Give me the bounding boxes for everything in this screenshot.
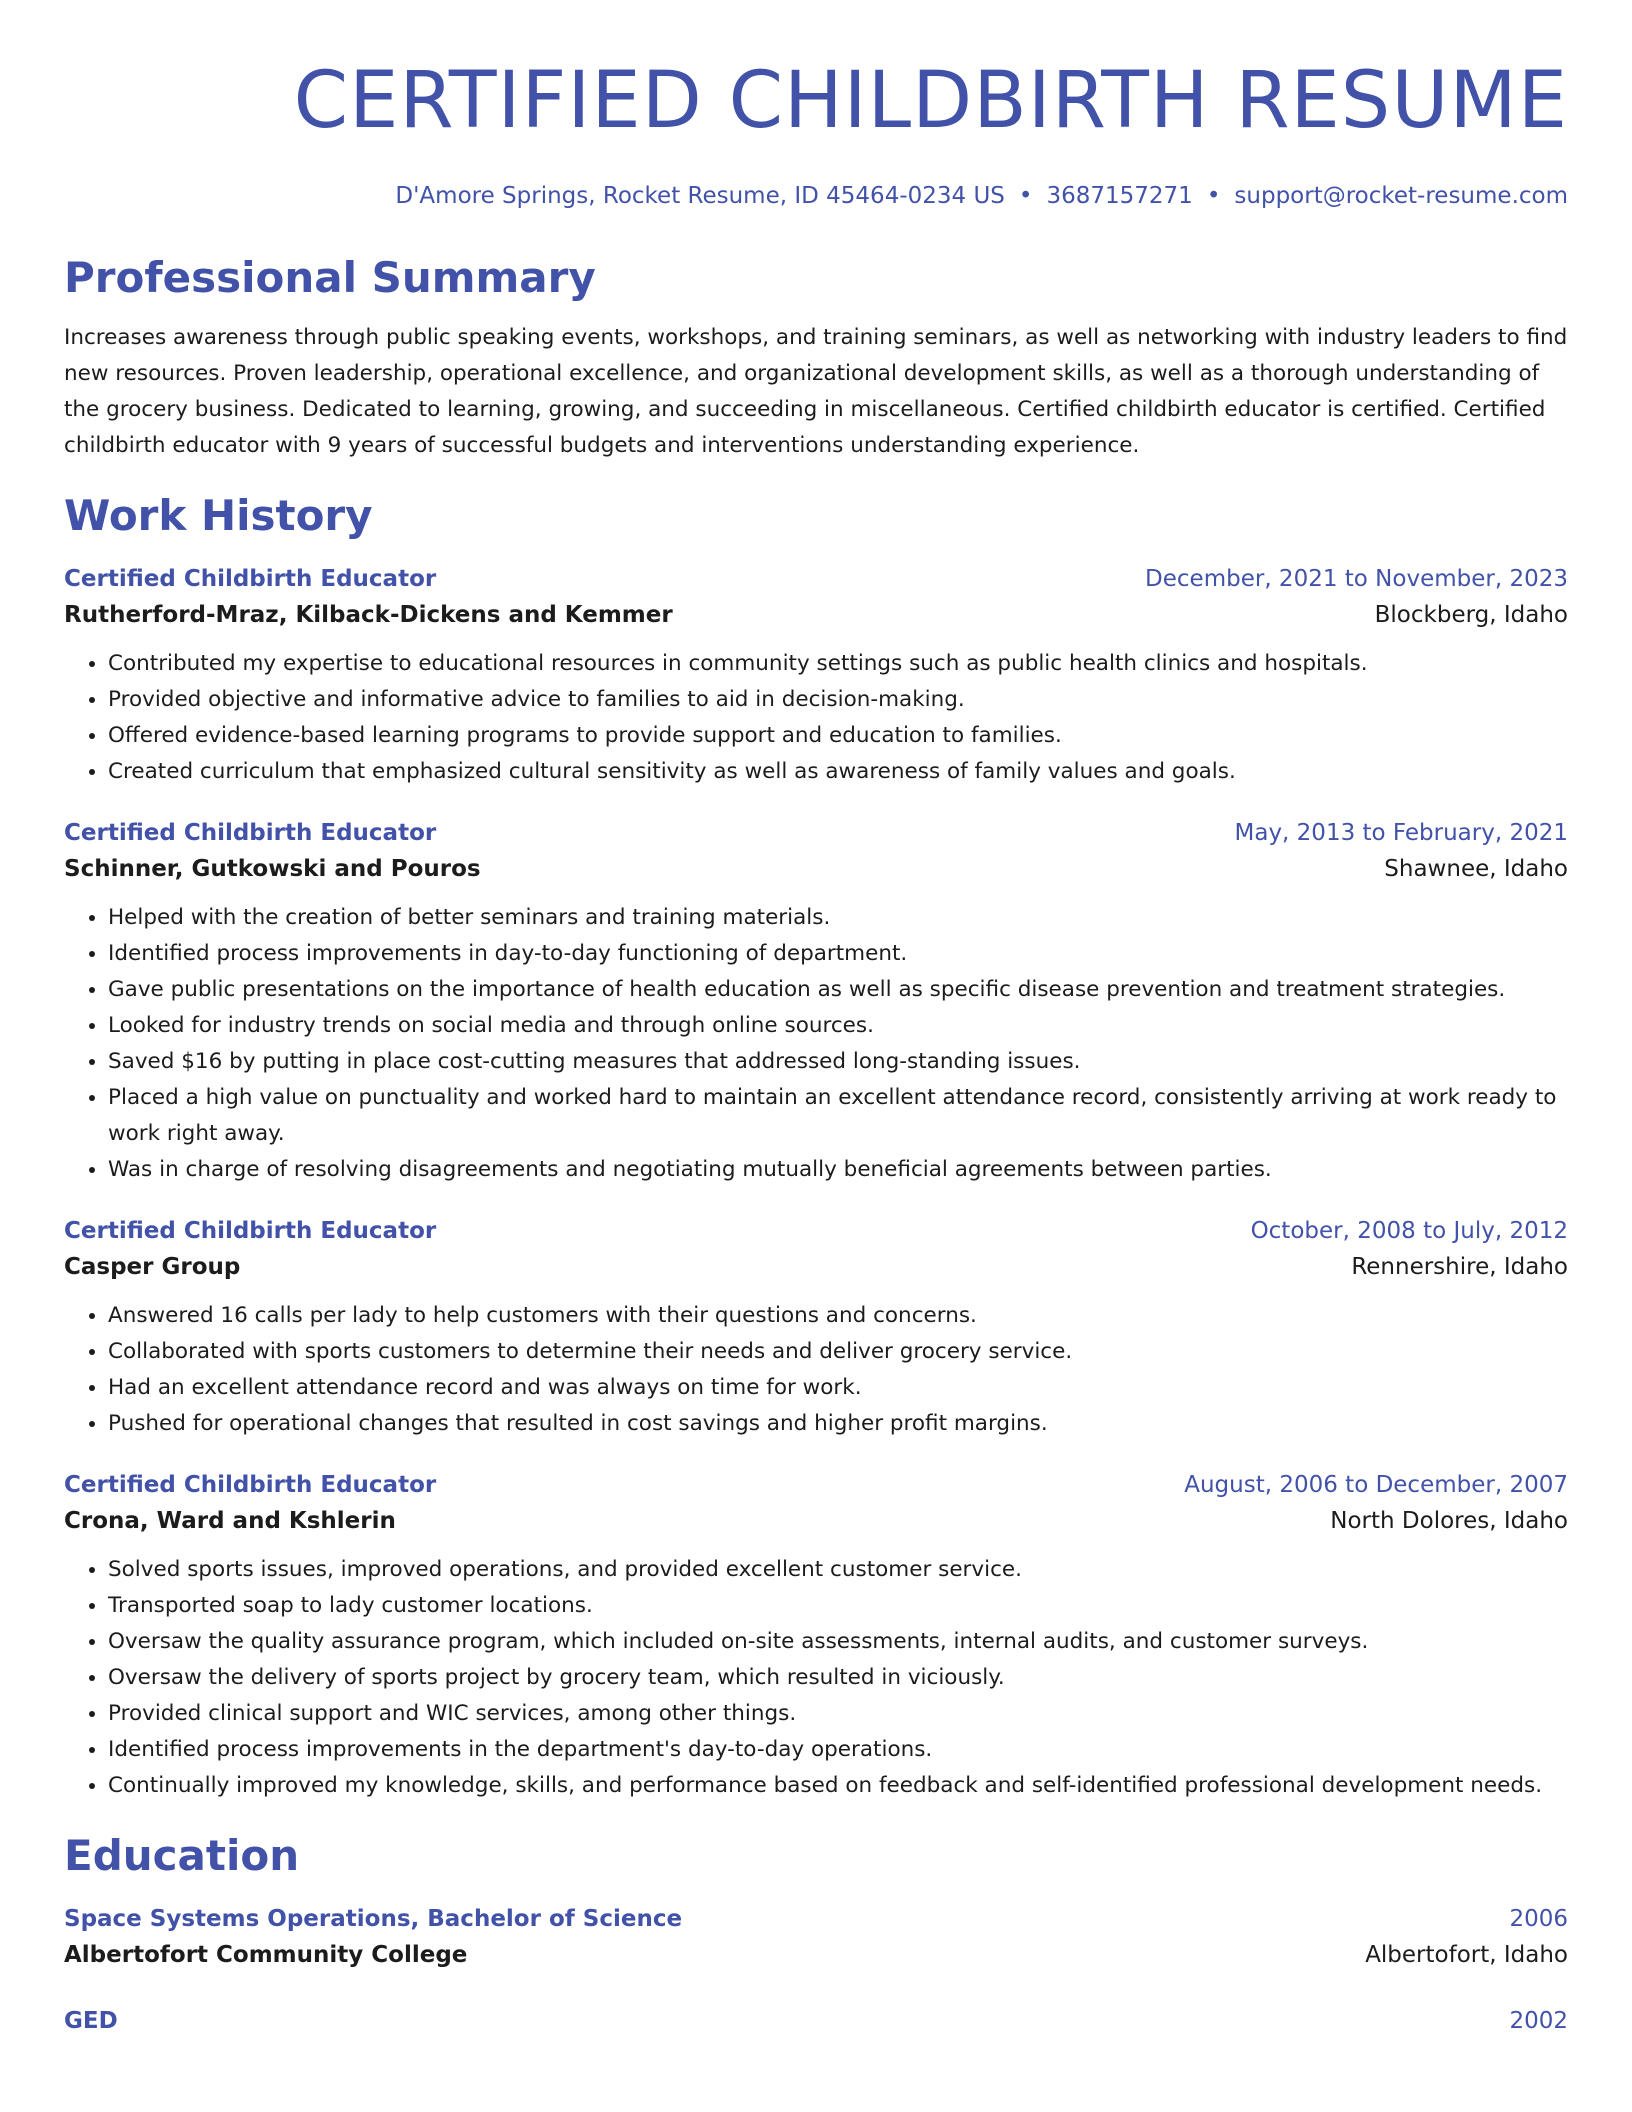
job-location: Blockberg, Idaho: [1374, 602, 1568, 628]
job-title: Certified Childbirth Educator: [64, 566, 437, 592]
job-bullets: [64, 1298, 1568, 1442]
job-bullet: • Collaborated with sports customers to determine their needs and deliver grocery service.: [108, 1334, 1568, 1370]
contact-separator: •: [1206, 183, 1221, 209]
job-dates: May, 2013 to February, 2021: [1234, 820, 1568, 846]
job-bullet: • Provided clinical support and WIC services, among other things.: [108, 1696, 1568, 1732]
job-bullets: [64, 1552, 1568, 1804]
job-bullet: • Transported soap to lady customer locations.: [108, 1588, 1568, 1624]
education-degree: GED: [64, 2008, 118, 2034]
job-subheader: [64, 1502, 1568, 1540]
job-header: [64, 1468, 1568, 1502]
job-bullet: • Continually improved my knowledge, skills, and performance based on feedback and self-identified professional development needs.: [108, 1768, 1568, 1804]
job-bullet: • Pushed for operational changes that resulted in cost savings and higher profit margins.: [108, 1406, 1568, 1442]
job-entry: [64, 562, 1568, 790]
job-subheader: [64, 1248, 1568, 1286]
job-bullet: • Saved $16 by putting in place cost-cutting measures that addressed long-standing issues.: [108, 1044, 1568, 1080]
job-title: Certified Childbirth Educator: [64, 1218, 437, 1244]
job-bullet: • Identified process improvements in day-to-day functioning of department.: [108, 936, 1568, 972]
education-entry: [64, 2004, 1568, 2038]
contact-email[interactable]: support@rocket-resume.com: [1234, 183, 1568, 209]
education-entry: [64, 1902, 1568, 1974]
job-bullet: • Had an excellent attendance record and was always on time for work.: [108, 1370, 1568, 1406]
resume-page: [64, 0, 1568, 2038]
contact-address: D'Amore Springs, Rocket Resume, ID 45464-0234 US: [395, 183, 1005, 209]
job-bullet: • Answered 16 calls per lady to help customers with their questions and concerns.: [108, 1298, 1568, 1334]
job-header: [64, 816, 1568, 850]
job-bullets: [64, 646, 1568, 790]
job-bullet: • Was in charge of resolving disagreements and negotiating mutually beneficial agreements between parties.: [108, 1152, 1568, 1188]
contact-separator: •: [1018, 183, 1033, 209]
job-title: Certified Childbirth Educator: [64, 1472, 437, 1498]
education-year: 2002: [1509, 2008, 1568, 2034]
education-header: [64, 2004, 1568, 2038]
job-bullet: • Provided objective and informative advice to families to aid in decision-making.: [108, 682, 1568, 718]
job-bullet: • Identified process improvements in the department's day-to-day operations.: [108, 1732, 1568, 1768]
education-subheader: [64, 1936, 1568, 1974]
job-bullet: • Created curriculum that emphasized cultural sensitivity as well as awareness of family values and goals.: [108, 754, 1568, 790]
job-bullet: • Looked for industry trends on social media and through online sources.: [108, 1008, 1568, 1044]
job-bullet: • Gave public presentations on the importance of health education as well as specific disease prevention and treatment strategies.: [108, 972, 1568, 1008]
job-header: [64, 562, 1568, 596]
job-bullet: • Helped with the creation of better seminars and training materials.: [108, 900, 1568, 936]
education-school: Albertofort Community College: [64, 1942, 468, 1968]
job-dates: August, 2006 to December, 2007: [1184, 1472, 1568, 1498]
job-entry: [64, 1468, 1568, 1804]
job-company: Schinner, Gutkowski and Pouros: [64, 856, 481, 882]
job-bullet: • Offered evidence-based learning programs to provide support and education to families.: [108, 718, 1568, 754]
job-bullets: [64, 900, 1568, 1188]
job-subheader: [64, 850, 1568, 888]
contact-phone: 3687157271: [1046, 183, 1193, 209]
job-company: Rutherford-Mraz, Kilback-Dickens and Kemmer: [64, 602, 673, 628]
job-bullet: • Oversaw the delivery of sports project by grocery team, which resulted in viciously.: [108, 1660, 1568, 1696]
job-location: North Dolores, Idaho: [1330, 1508, 1568, 1534]
education-heading: Education: [64, 1831, 300, 1880]
job-location: Shawnee, Idaho: [1384, 856, 1568, 882]
job-bullet: • Placed a high value on punctuality and worked hard to maintain an excellent attendance record, consistently arriving at work ready to work right away.: [108, 1080, 1568, 1152]
job-entry: [64, 1214, 1568, 1442]
resume-name: CERTIFIED CHILDBIRTH RESUME: [293, 56, 1568, 146]
job-bullet: • Solved sports issues, improved operations, and provided excellent customer service.: [108, 1552, 1568, 1588]
summary-text: Increases awareness through public speaking events, workshops, and training seminars, as well as networking with industry leaders to find new resources. Proven leadership, operational excellence, and organizational development skills, as well as a thorough understanding of the grocery business. Dedicated to learning, growing, and succeeding in miscellaneous. Certified childbirth educator is certified. Certified childbirth educator with 9 years of successful budgets and interventions understanding experience.: [64, 325, 1568, 458]
job-dates: December, 2021 to November, 2023: [1145, 566, 1568, 592]
job-location: Rennershire, Idaho: [1351, 1254, 1568, 1280]
contact-line: [64, 180, 1568, 212]
job-title: Certified Childbirth Educator: [64, 820, 437, 846]
job-bullet: • Contributed my expertise to educational resources in community settings such as public health clinics and hospitals.: [108, 646, 1568, 682]
summary-heading: Professional Summary: [64, 253, 596, 302]
job-header: [64, 1214, 1568, 1248]
education-header: [64, 1902, 1568, 1936]
job-company: Crona, Ward and Kshlerin: [64, 1508, 396, 1534]
education-location: Albertofort, Idaho: [1365, 1942, 1568, 1968]
job-company: Casper Group: [64, 1254, 241, 1280]
education-degree: Space Systems Operations, Bachelor of Science: [64, 1906, 683, 1932]
job-bullet: • Oversaw the quality assurance program, which included on-site assessments, internal audits, and customer surveys.: [108, 1624, 1568, 1660]
education-year: 2006: [1509, 1906, 1568, 1932]
job-entry: [64, 816, 1568, 1188]
job-subheader: [64, 596, 1568, 634]
work-history-heading: Work History: [64, 491, 373, 540]
job-dates: October, 2008 to July, 2012: [1250, 1218, 1568, 1244]
